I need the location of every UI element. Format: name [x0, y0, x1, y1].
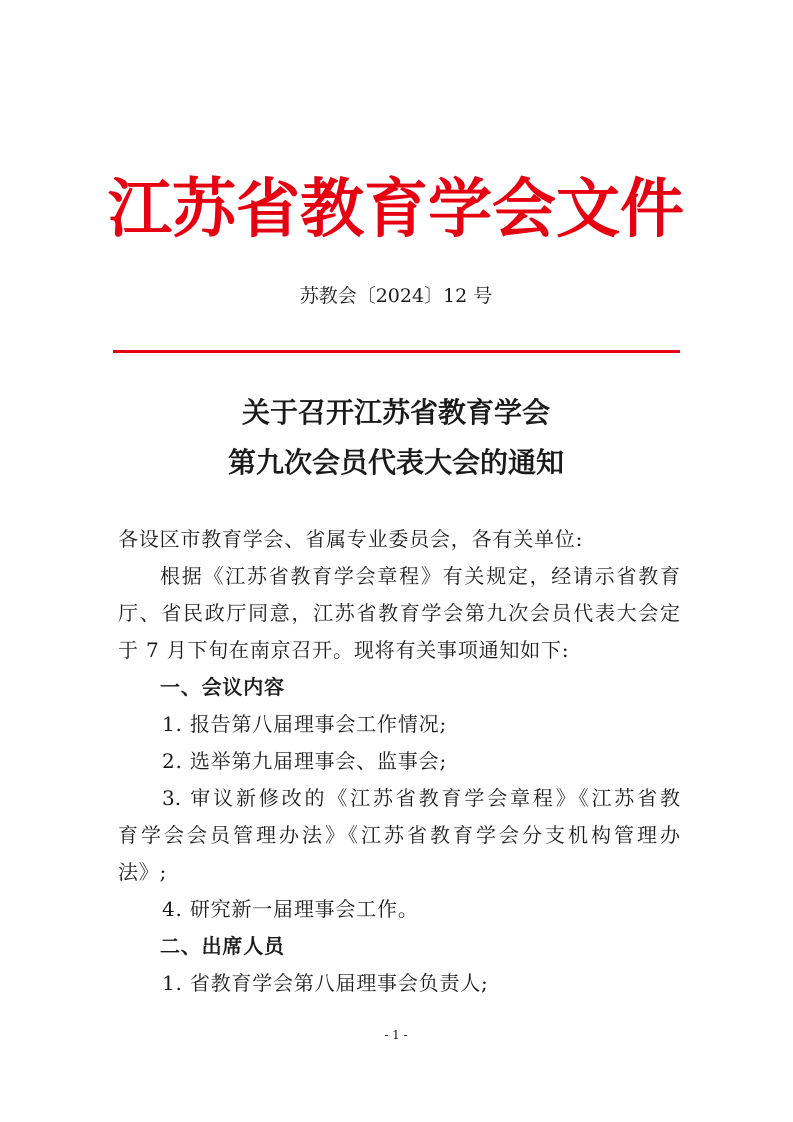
document-number: 苏教会〔2024〕12 号 — [299, 285, 493, 307]
list-item-line-3: 法》; — [118, 860, 168, 884]
intro-line-1: 根据《江苏省教育学会章程》有关规定，经请示省教育 — [160, 564, 680, 588]
list-item: 1. 省教育学会第八届理事会负责人; — [162, 971, 489, 995]
section-heading-meeting-content: 一、会议内容 — [160, 675, 285, 699]
list-item: 4. 研究新一届理事会工作。 — [162, 897, 419, 921]
list-item: 1. 报告第八届理事会工作情况; — [162, 712, 447, 736]
list-item-line-1: 3. 审议新修改的《江苏省教育学会章程》《江苏省教 — [162, 786, 680, 810]
intro-line-3: 于 7 月下旬在南京召开。现将有关事项通知如下: — [118, 638, 570, 662]
list-item-line-2: 育学会会员管理办法》《江苏省教育学会分支机构管理办 — [118, 823, 680, 847]
notice-title-line-2: 第九次会员代表大会的通知 — [227, 446, 564, 479]
red-separator-line — [113, 350, 680, 353]
intro-line-2: 厅、省民政厅同意，江苏省教育学会第九次会员代表大会定 — [118, 601, 680, 625]
section-heading-attendees: 二、出席人员 — [160, 934, 285, 958]
page-number: - 1 - — [384, 1028, 408, 1042]
document-header-title: 江苏省教育学会文件 — [108, 172, 684, 247]
notice-title-line-1: 关于召开江苏省教育学会 — [241, 396, 550, 429]
list-item: 2. 选举第九届理事会、监事会; — [162, 749, 447, 773]
salutation: 各设区市教育学会、省属专业委员会，各有关单位: — [118, 527, 584, 551]
